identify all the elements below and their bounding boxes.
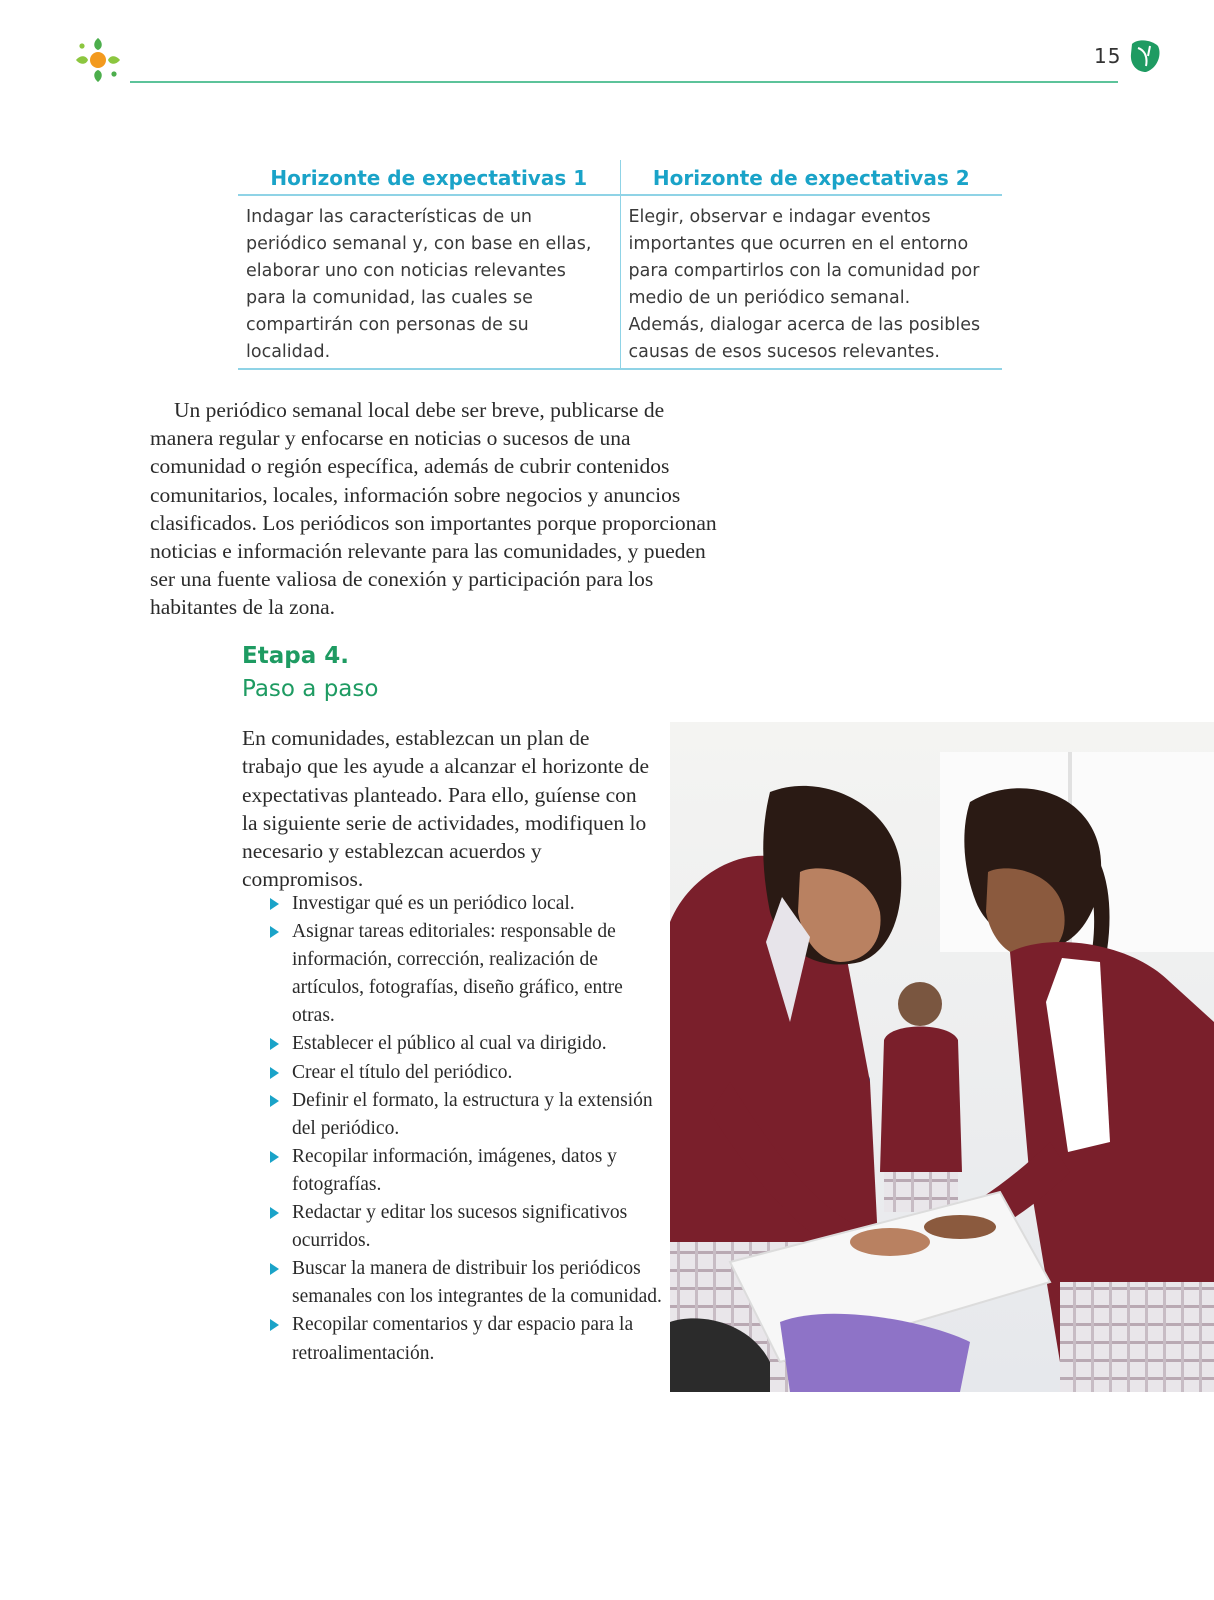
- list-item: Recopilar información, imágenes, datos y fotografías.: [268, 1143, 668, 1199]
- expectations-col2-text-1: Elegir, observar e indagar eventos importantes que ocurren en el entorno para compartirlos con la comunidad por medio de un periódico semanal.: [628, 207, 980, 308]
- expectations-col2-text-2: Además, dialogar acerca de las posibles causas de esos sucesos relevantes.: [628, 315, 981, 362]
- expectations-col1-text: Indagar las características de un periódico semanal y, con base en ellas, elaborar uno con noticias relevantes para la comunidad, las cuales se compartirán con personas de su localidad.: [246, 207, 592, 362]
- expectations-col2-cell: [620, 195, 1002, 369]
- students-working-photo: [670, 722, 1214, 1392]
- list-item: Establecer el público al cual va dirigido.: [268, 1030, 668, 1058]
- intro-paragraph: Un periódico semanal local debe ser breve, publicarse de manera regular y enfocarse en noticias o sucesos de una comunidad o región específica, además de cubrir contenidos comunitarios, locales, información sobre negocios y anuncios clasificados. Los periódicos son importantes porque proporcionan noticias e información relevante para las comunidades, y pueden ser una fuente valiosa de conexión y participación para los habitantes de la zona.: [150, 398, 717, 620]
- leaf-emblem-icon: [1128, 38, 1162, 74]
- stage-subtitle: Paso a paso: [242, 676, 379, 702]
- expectations-col2-header: Horizonte de expectativas 2: [620, 160, 1002, 195]
- list-item: Definir el formato, la estructura y la extensión del periódico.: [268, 1087, 668, 1143]
- list-item: Recopilar comentarios y dar espacio para la retroalimentación.: [268, 1311, 668, 1367]
- list-item: Crear el título del periódico.: [268, 1059, 668, 1087]
- page-number: 15: [1094, 44, 1122, 68]
- list-item: Redactar y editar los sucesos significativos ocurridos.: [268, 1199, 668, 1255]
- book-series-logo-icon: [72, 34, 124, 86]
- expectations-table: [238, 160, 1002, 370]
- stage-title: Etapa 4.: [242, 643, 349, 669]
- list-item: Buscar la manera de distribuir los periódicos semanales con los integrantes de la comunidad.: [268, 1255, 668, 1311]
- list-item: Investigar qué es un periódico local.: [268, 890, 668, 918]
- expectations-col1-cell: [238, 195, 620, 369]
- expectations-col1-header: Horizonte de expectativas 1: [238, 160, 620, 195]
- stage-heading: [242, 640, 378, 706]
- stage-intro-paragraph: En comunidades, establezcan un plan de trabajo que les ayude a alcanzar el horizonte de expectativas planteado. Para ello, guíense con la siguiente serie de actividades, modifiquen lo necesario y establezcan acuerdos y compromisos.: [242, 726, 650, 892]
- header-rule: [130, 81, 1118, 83]
- list-item: Asignar tareas editoriales: responsable de información, corrección, realización de artículos, fotografías, diseño gráfico, entre otras.: [268, 918, 668, 1030]
- steps-list: [268, 890, 668, 1368]
